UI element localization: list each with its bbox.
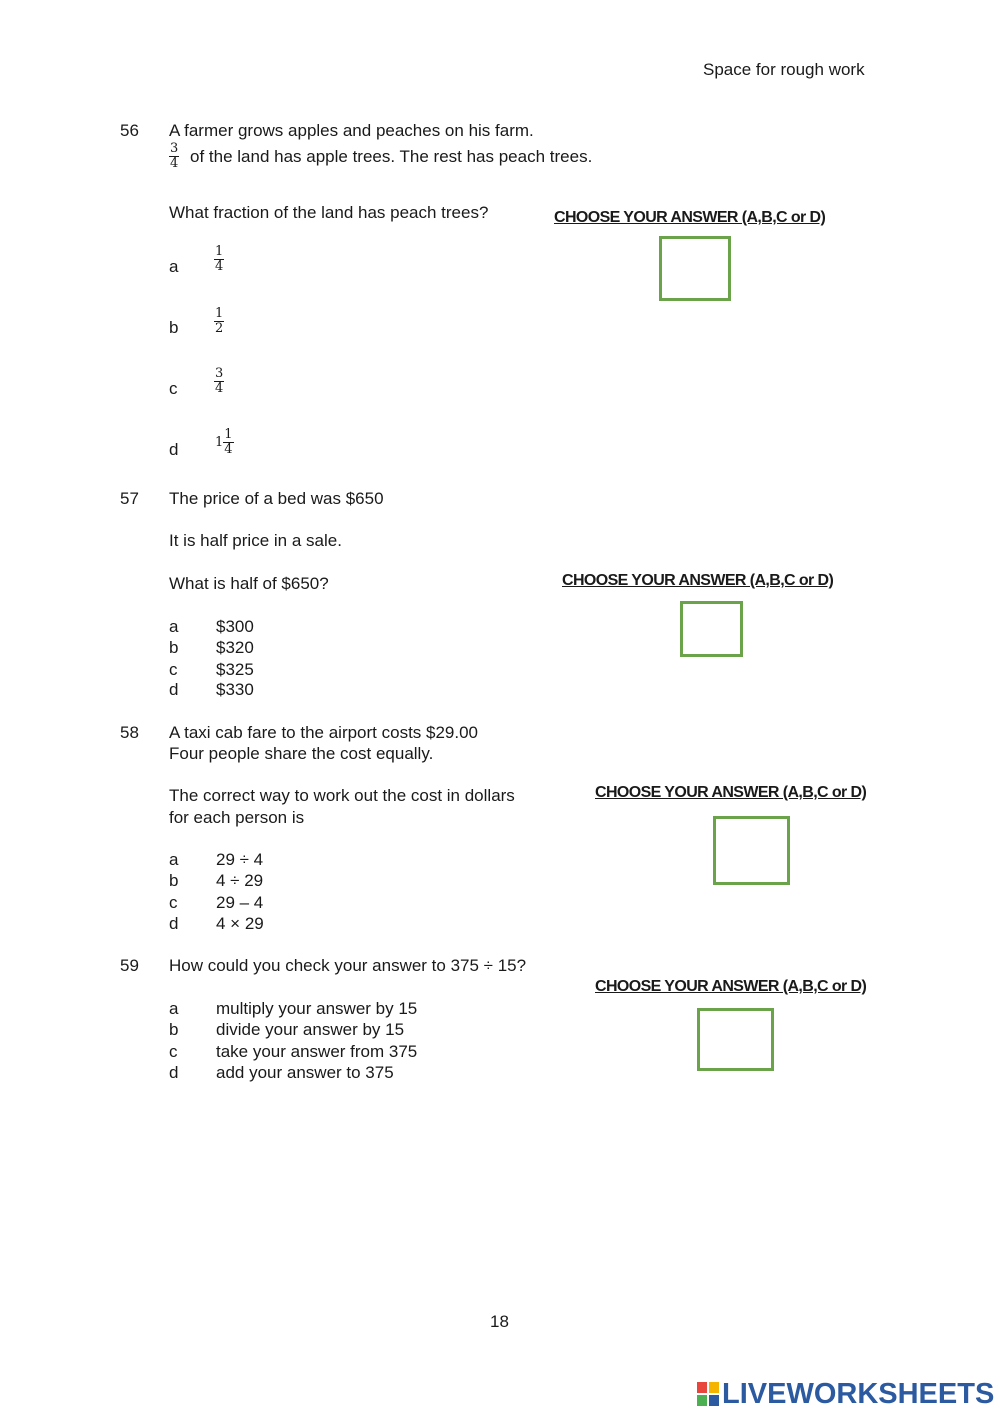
- option-letter: c: [169, 893, 178, 912]
- question-text: Four people share the cost equally.: [169, 744, 434, 763]
- option-letter: d: [169, 1063, 179, 1082]
- option-letter: b: [169, 638, 179, 657]
- choose-answer-label: CHOOSE YOUR ANSWER (A,B,C or D): [562, 572, 834, 589]
- option-text: $325: [216, 660, 254, 679]
- answer-box-56[interactable]: [659, 236, 731, 301]
- question-prompt: What fraction of the land has peach trees?: [169, 203, 489, 222]
- option-letter: a: [169, 257, 179, 276]
- option-text: $320: [216, 638, 254, 657]
- page-number: 18: [490, 1312, 509, 1331]
- option-letter: a: [169, 850, 179, 869]
- option-letter: d: [169, 680, 179, 699]
- question-prompt: What is half of $650?: [169, 574, 329, 593]
- fraction: $\frac{3}{4}$: [170, 141, 179, 171]
- option-fraction: $\frac{1}{2}$: [215, 306, 224, 336]
- question-text: It is half price in a sale.: [169, 531, 342, 550]
- rough-work-label: Space for rough work: [703, 60, 865, 79]
- choose-answer-label: CHOOSE YOUR ANSWER (A,B,C or D): [554, 209, 826, 226]
- answer-box-59[interactable]: [697, 1008, 774, 1071]
- question-text: $\frac{3}{4}$ of the land has apple trees. The rest has peach trees.: [170, 141, 593, 171]
- option-text: $330: [216, 680, 254, 699]
- question-text: A farmer grows apples and peaches on his farm.: [169, 121, 534, 140]
- question-prompt: The correct way to work out the cost in dollars: [169, 786, 515, 805]
- option-letter: b: [169, 1020, 179, 1039]
- question-number: 59: [120, 956, 139, 975]
- option-letter: b: [169, 871, 179, 890]
- option-text: 4 ÷ 29: [216, 871, 264, 890]
- choose-answer-label: CHOOSE YOUR ANSWER (A,B,C or D): [595, 978, 867, 995]
- question-number: 57: [120, 489, 139, 508]
- option-text: take your answer from 375: [216, 1042, 418, 1061]
- option-fraction: $\frac{1}{4}$: [215, 244, 224, 274]
- option-letter: b: [169, 318, 179, 337]
- option-letter: d: [169, 914, 179, 933]
- liveworksheets-logo-icon: [697, 1382, 719, 1406]
- option-text: 4 × 29: [216, 914, 264, 933]
- option-letter: d: [169, 440, 179, 459]
- question-text: How could you check your answer to 375 ÷ 15?: [169, 956, 527, 975]
- option-text: add your answer to 375: [216, 1063, 394, 1082]
- question-number: 58: [120, 723, 139, 742]
- option-letter: a: [169, 999, 179, 1018]
- option-mixed-number: 1 $\frac{1}{4}$: [215, 427, 233, 457]
- option-text: 29 ÷ 4: [216, 850, 264, 869]
- choose-answer-label: CHOOSE YOUR ANSWER (A,B,C or D): [595, 784, 867, 801]
- option-fraction: $\frac{3}{4}$: [215, 366, 224, 396]
- option-text: divide your answer by 15: [216, 1020, 405, 1039]
- liveworksheets-logo: [697, 1377, 994, 1411]
- option-text: $300: [216, 617, 254, 636]
- answer-box-57[interactable]: [680, 601, 743, 657]
- option-text: multiply your answer by 15: [216, 999, 418, 1018]
- option-letter: a: [169, 617, 179, 636]
- answer-box-58[interactable]: [713, 816, 790, 885]
- option-letter: c: [169, 660, 178, 679]
- option-text: 29 – 4: [216, 893, 264, 912]
- question-text: The price of a bed was $650: [169, 489, 384, 508]
- option-letter: c: [169, 379, 178, 398]
- brand-name: LIVEWORKSHEETS: [722, 1377, 995, 1410]
- question-number: 56: [120, 121, 139, 140]
- question-prompt: for each person is: [169, 808, 305, 827]
- question-text: A taxi cab fare to the airport costs $29.00: [169, 723, 479, 742]
- option-letter: c: [169, 1042, 178, 1061]
